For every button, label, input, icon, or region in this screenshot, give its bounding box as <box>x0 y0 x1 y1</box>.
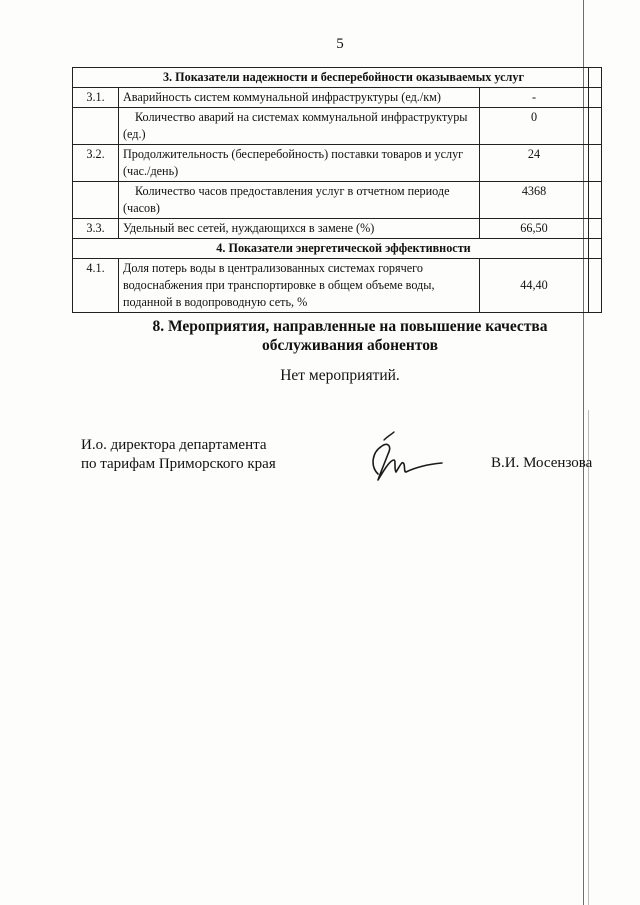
section-3-title: 3. Показатели надежности и бесперебойности оказываемых услуг <box>73 68 589 88</box>
table-cell <box>589 219 602 239</box>
row-number: 3.1. <box>73 88 119 108</box>
table-row <box>73 108 602 145</box>
row-value: 24 <box>480 145 589 182</box>
row-number: 4.1. <box>73 259 119 313</box>
page-number: 5 <box>336 36 344 52</box>
table-row <box>73 68 602 88</box>
indicators-table <box>72 67 602 313</box>
table-row <box>73 259 602 313</box>
signer-position <box>81 436 276 474</box>
signer-position-line1: И.о. директора департамента <box>81 437 267 453</box>
table-cell <box>589 259 602 313</box>
row-label: Доля потерь воды в централизованных системах горячего водоснабжения при транспортировке в общем объеме воды, поданной в водопроводную сеть, % <box>119 259 480 313</box>
signer-name: В.И. Мосензова <box>491 455 593 471</box>
section-4-title: 4. Показатели энергетической эффективности <box>73 239 589 259</box>
table-cell <box>589 68 602 88</box>
row-value: 44,40 <box>480 259 589 313</box>
section-8-heading <box>100 317 600 355</box>
row-label: Продолжительность (бесперебойность) поставки товаров и услуг (час./день) <box>119 145 480 182</box>
signer-position-line2: по тарифам Приморского края <box>81 456 276 472</box>
table-cell <box>589 108 602 145</box>
row-value: - <box>480 88 589 108</box>
row-number-empty <box>73 108 119 145</box>
table-row <box>73 239 602 259</box>
table-cell <box>589 145 602 182</box>
row-label: Количество часов предоставления услуг в отчетном периоде (часов) <box>119 182 480 219</box>
row-value: 66,50 <box>480 219 589 239</box>
row-value: 0 <box>480 108 589 145</box>
row-label: Количество аварий на системах коммунальной инфраструктуры (ед.) <box>119 108 480 145</box>
section-8-heading-line1: 8. Мероприятия, направленные на повышение качества <box>152 318 548 335</box>
row-number: 3.2. <box>73 145 119 182</box>
table-row <box>73 88 602 108</box>
row-number-empty <box>73 182 119 219</box>
table-row <box>73 182 602 219</box>
row-label: Удельный вес сетей, нуждающихся в замене (%) <box>119 219 480 239</box>
table-cell <box>589 182 602 219</box>
row-value: 4368 <box>480 182 589 219</box>
table-cell <box>589 88 602 108</box>
row-number: 3.3. <box>73 219 119 239</box>
scan-edge-line-secondary <box>588 410 589 905</box>
section-8-heading-line2: обслуживания абонентов <box>262 337 438 354</box>
row-label: Аварийность систем коммунальной инфраструктуры (ед./км) <box>119 88 480 108</box>
no-events-note: Нет мероприятий. <box>280 367 400 384</box>
table-row <box>73 145 602 182</box>
handwritten-signature <box>358 430 448 490</box>
table-cell <box>589 239 602 259</box>
table-row <box>73 219 602 239</box>
